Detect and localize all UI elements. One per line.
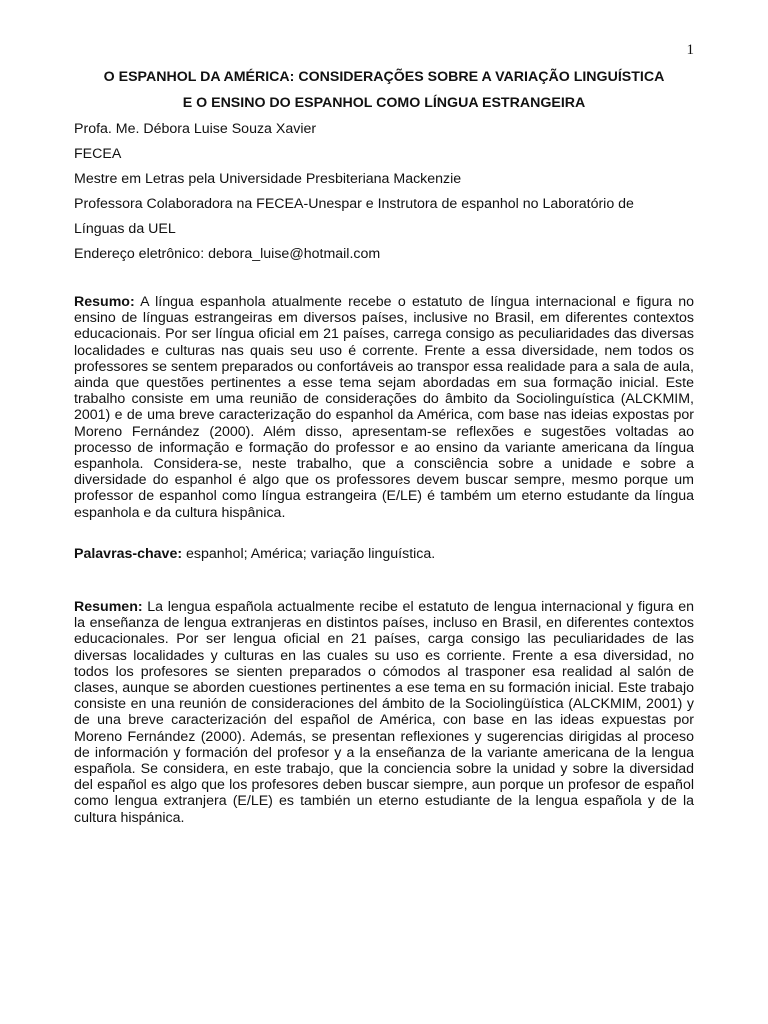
keywords — [74, 546, 694, 562]
author-degree: Mestre em Letras pela Universidade Presbiteriana Mackenzie — [74, 171, 462, 187]
abstract-portuguese — [74, 294, 694, 521]
keywords-label: Palavras-chave: — [74, 546, 183, 562]
abstract-portuguese-text: A língua espanhola atualmente recebe o estatuto de língua internacional e figura no ensino de línguas estrangeiras em diversos países, inclusive no Brasil, em diferentes contextos educacionais. Por ser língua oficial em 21 países, carrega consigo as peculiaridades das diversas localidades e culturas nas quais seu uso é corrente. Frente a essa diversidade, nem todos os professores se sentem preparados ou confortáveis ao transpor essa realidade para a sala de aula, ainda que questões pertinentes a esse tema sejam abordadas em sua formação inicial. Este trabalho consiste em uma reunião de considerações do âmbito da Sociolinguística (ALCKMIM, 2001) e de uma breve caracterização do espanhol da América, com base nas ideias expostas por Moreno Fernández (2000). Além disso, apresentam-se reflexões e sugestões voltadas ao processo de informação e formação do professor e ao ensino da variante americana da língua espanhola. Considera-se, neste trabalho, que a consciência sobre a unidade e sobre a diversidade do espanhol é algo que os professores devem buscar sempre, mesmo porque um professor de espanhol como língua estrangeira (E/LE) é também um eterno estudante da língua espanhola e da cultura hispânica. — [74, 294, 694, 521]
abstract-spanish-label: Resumen: — [74, 599, 143, 615]
paper-title — [74, 64, 694, 116]
abstract-portuguese-label: Resumo: — [74, 294, 135, 310]
paper-title-line-1: O ESPANHOL DA AMÉRICA: CONSIDERAÇÕES SOBRE A VARIAÇÃO LINGUÍSTICA — [103, 69, 665, 85]
keywords-text: espanhol; América; variação linguística. — [186, 546, 436, 562]
page-number: 1 — [686, 42, 694, 58]
author-name: Profa. Me. Débora Luise Souza Xavier — [74, 121, 317, 137]
author-email: Endereço eletrônico: debora_luise@hotmail.com — [74, 246, 381, 262]
paper-title-line-2: E O ENSINO DO ESPANHOL COMO LÍNGUA ESTRANGEIRA — [182, 95, 586, 111]
author-position-line-2: Línguas da UEL — [74, 221, 176, 237]
author-block — [74, 117, 694, 267]
abstract-spanish — [74, 599, 694, 826]
author-institution: FECEA — [74, 146, 122, 162]
author-position-line-1: Professora Colaboradora na FECEA-Unespar e Instrutora de espanhol no Laboratório de — [74, 196, 634, 212]
abstract-spanish-text: La lengua española actualmente recibe el estatuto de lengua internacional y figura en la enseñanza de lengua extranjeras en distintos países, incluso en Brasil, en diferentes contextos educacionales. Por ser lengua oficial en 21 países, carga consigo las peculiaridades de las diversas localidades y culturas en las cuales su uso es corriente. Frente a esa diversidad, no todos los profesores se sienten preparados o cómodos al trasponer esa realidad al salón de clases, aunque se aborden cuestiones pertinentes a ese tema en su formación inicial. Este trabajo consiste en una reunión de consideraciones del ámbito de la Sociolingüística (ALCKMIM, 2001) y de una breve caracterización del español de América, con base en las ideas expuestas por Moreno Fernández (2000). Además, se presentan reflexiones y sugerencias dirigidas al proceso de información y formación del profesor y a la enseñanza de la variante americana de la lengua española. Se considera, en este trabajo, que la conciencia sobre la unidad y sobre la diversidad del español es algo que los profesores deben buscar siempre, aun porque un profesor de español como lengua extranjera (E/LE) es también un eterno estudiante de la lengua española y de la cultura hispánica. — [74, 599, 694, 826]
